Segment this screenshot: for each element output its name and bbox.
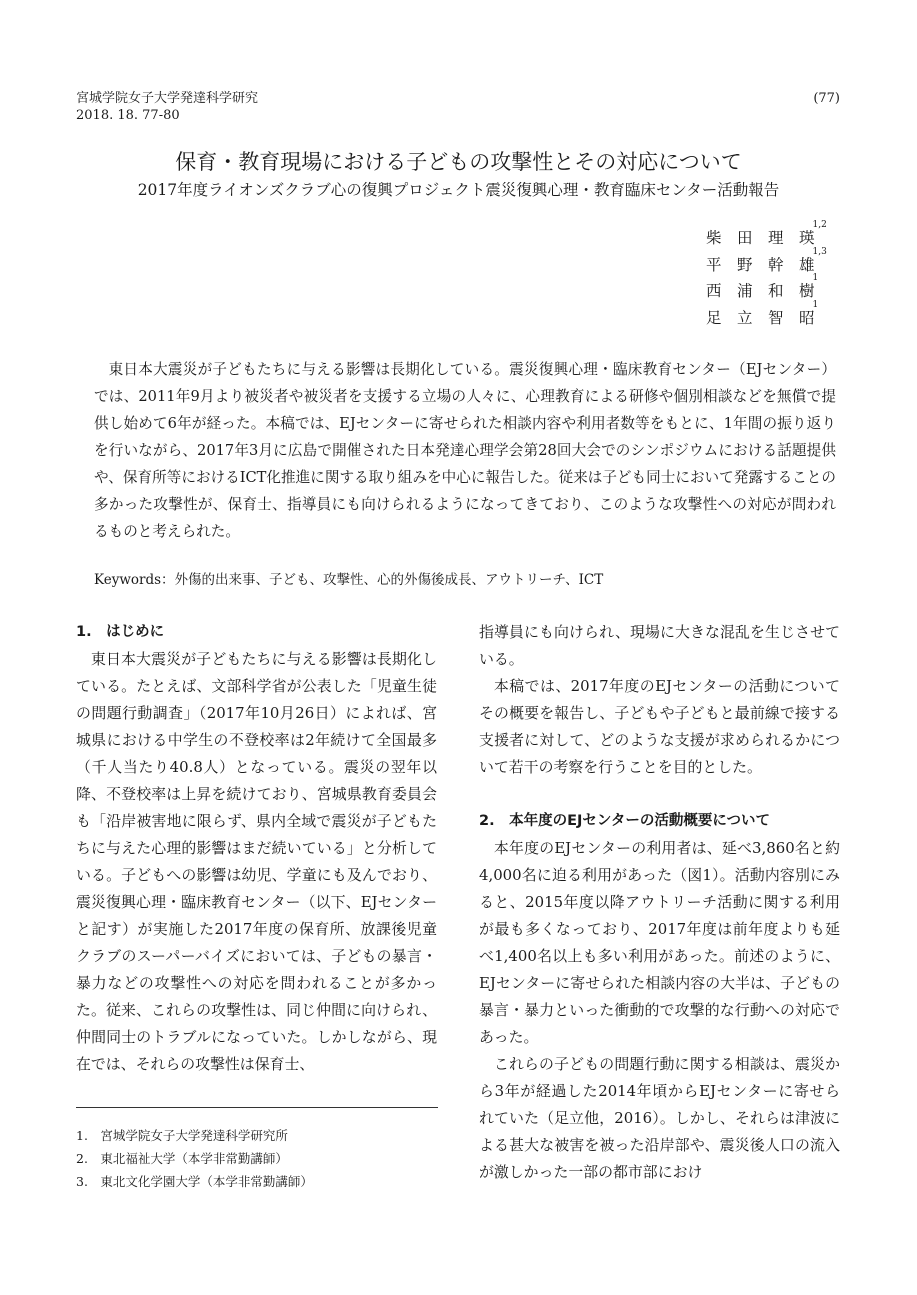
paper-title: 保育・教育現場における子どもの攻撃性とその対応について: [175, 150, 742, 174]
author-char: 雄: [799, 255, 815, 274]
author-char: 立: [737, 308, 753, 327]
author-list: [706, 220, 827, 332]
author-char: 幹: [768, 255, 784, 274]
right-column: [479, 619, 840, 1186]
author: [706, 246, 827, 280]
paragraph: 指導員にも向けられ、現場に大きな混乱を生じさせている。: [479, 623, 840, 668]
author-affiliation: 1: [812, 299, 819, 310]
paragraph: 本稿では、2017年度のEJセンターの活動についてその概要を報告し、子どもや子どもと最前線で接する支援者に対して、どのような支援が求められるかについて若干の考察を行うことを目的とした。: [479, 677, 840, 776]
page-number: (77): [813, 91, 840, 106]
section-heading: 1. はじめに: [76, 624, 165, 640]
author-affiliation: 1: [812, 273, 819, 283]
author-affiliation: 1,3: [812, 246, 827, 257]
paragraph: これらの子どもの問題行動に関する相談は、震災から3年が経過した2014年頃からEJセンターに寄せられていた（足立他，2016）。しかし、それらは津波による甚大な被害を被った沿岸部や、震災後人口の流入が激しかった一部の都市部におけ: [479, 1055, 840, 1181]
author-char: 浦: [737, 282, 753, 300]
paper-subtitle: 2017年度ライオンズクラブ心の復興プロジェクト震災復興心理・教育臨床センター活動報告: [137, 181, 780, 199]
author-char: 和: [768, 282, 784, 300]
footnote-divider: [76, 1107, 438, 1108]
author-char: 理: [768, 229, 784, 247]
author-char: 田: [737, 229, 753, 247]
paragraph: 東日本大震災が子どもたちに与える影響は長期化している。たとえば、文部科学省が公表した「児童生徒の問題行動調査」（2017年10月26日）によれば、宮城県における中学生の不登校率は2年続けて全国最多（千人当たり40.8人）となっている。震災の翌年以降、不登校率は上昇を続けており、宮城県教育委員会も「沿岸被害地に限らず、県内全域で震災が子どもたちに与えた心理的影響はまだ続いている」と分析している。子どもへの影響は幼児、学童にも及んでおり、震災復興心理・臨床教育センター（以下、EJセンターと記す）が実施した2017年度の保育所、放課後児童クラブのスーパーバイズにおいては、子どもの暴言・暴力などの攻撃性への対応を問われることが多かった。従来、これらの攻撃性は、同じ仲間に向けられ、仲間同士のトラブルになっていた。しかしながら、現在では、それらの攻撃性は保育士、: [76, 650, 437, 1073]
author-char: 足: [706, 308, 722, 327]
author-char: 樹: [799, 282, 815, 300]
author: [706, 273, 827, 306]
author-affiliation: 1,2: [812, 220, 827, 230]
footnote: 2. 東北福祉大学（本学非常勤講師）: [76, 1151, 288, 1166]
left-column: [76, 619, 437, 1078]
journal-name: 宮城学院女子大学発達科学研究: [76, 91, 259, 106]
author-char: 西: [706, 282, 722, 300]
author: [706, 220, 827, 253]
paragraph-gap: [479, 781, 840, 808]
author-char: 智: [768, 308, 784, 327]
author-char: 昭: [799, 308, 815, 327]
volume-pages: 2018. 18. 77-80: [76, 108, 180, 123]
keywords: Keywords：外傷的出来事、子ども、攻撃性、心的外傷後成長、アウトリーチ、ICT: [94, 572, 604, 588]
footnote: 1. 宮城学院女子大学発達科学研究所: [76, 1128, 288, 1143]
paragraph: 本年度のEJセンターの利用者は、延べ3,860名と約4,000名に迫る利用があった（図1）。活動内容別にみると、2015年度以降アウトリーチ活動に関する利用が最も多くなっており、2017年度は前年度よりも延べ1,400名以上も多い利用があった。前述のように、EJセンターに寄せられた相談内容の大半は、子どもの暴言・暴力といった衝動的で攻撃的な行動への対応であった。: [479, 839, 840, 1046]
author-char: 瑛: [799, 229, 815, 247]
author-char: 野: [737, 255, 753, 274]
author: [706, 299, 827, 333]
author-char: 柴: [706, 229, 722, 247]
author-char: 平: [706, 255, 722, 274]
section-heading: 2. 本年度のEJセンターの活動概要について: [479, 813, 771, 829]
footnote: 3. 東北文化学園大学（本学非常勤講師）: [76, 1174, 313, 1189]
abstract: 東日本大震災が子どもたちに与える影響は長期化している。震災復興心理・臨床教育センター（EJセンター）では、2011年9月より被災者や被災者を支援する立場の人々に、心理教育による研修や個別相談などを無償で提供し始めて6年が経った。本稿では、EJセンターに寄せられた相談内容や利用者数等をもとに、1年間の振り返りを行いながら、2017年3月に広島で開催された日本発達心理学会第28回大会でのシンポジウムにおける話題提供や、保育所等におけるICT化推進に関する取り組みを中心に報告した。従来は子ども同士において発露することの多かった攻撃性が、保育士、指導員にも向けられるようになってきており、このような攻撃性への対応が問われるものと考えられた。: [94, 361, 836, 540]
